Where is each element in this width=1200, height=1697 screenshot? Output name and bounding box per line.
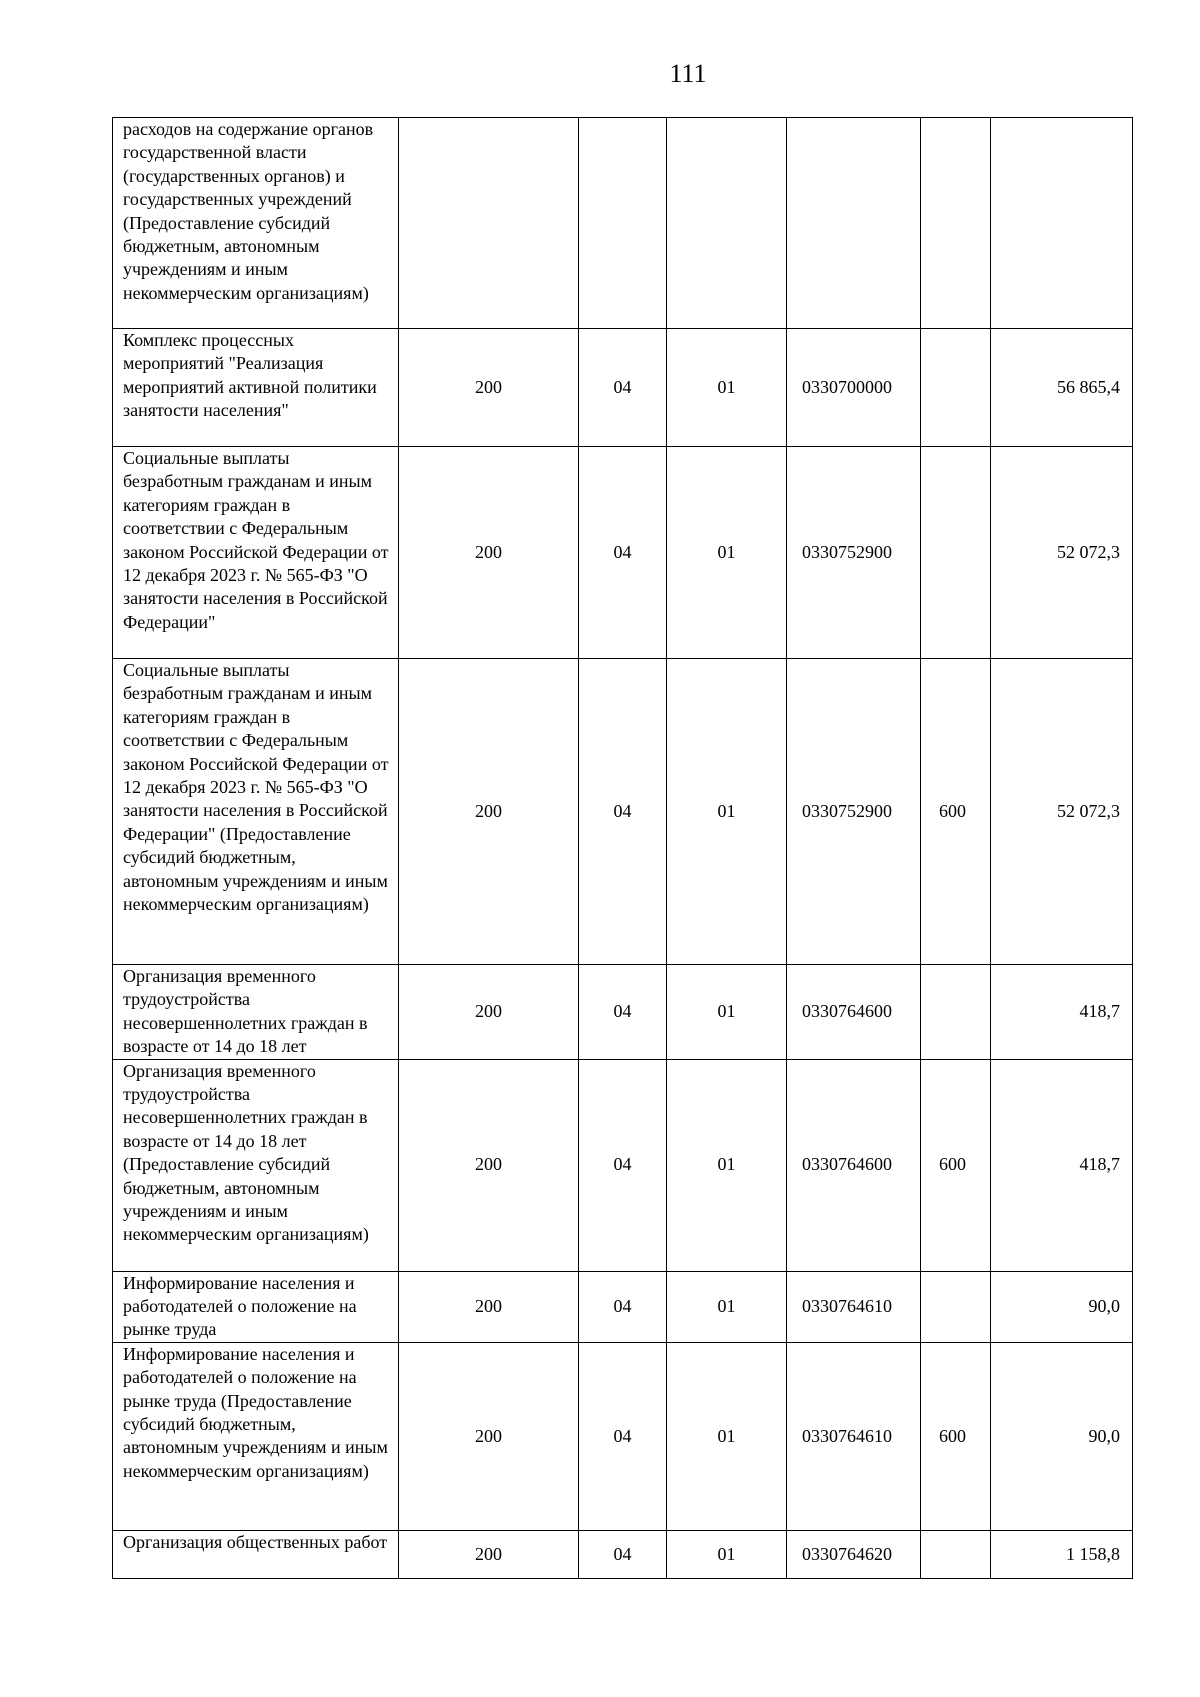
target-article-cell: 0330764620 [787,1530,921,1578]
table-row [113,447,1133,659]
expense-type-cell: 600 [921,1342,991,1530]
expense-type-cell [921,447,991,659]
section-code-cell: 04 [579,659,667,965]
row-name-cell: Организация временного трудоустройства несовершеннолетних граждан в возрасте от 14 до 18 лет (Предоставление субсидий бюджетным, автономным учреждениям и иным некоммерческим организациям) [113,1059,399,1271]
subsection-code-cell: 01 [667,1271,787,1342]
section-code-cell: 04 [579,1271,667,1342]
ministry-code-cell: 200 [399,1059,579,1271]
row-name-cell: Информирование населения и работодателей о положение на рынке труда (Предоставление субсидий бюджетным, автономным учреждениям и иным некоммерческим организациям) [113,1342,399,1530]
amount-cell: 1 158,8 [991,1530,1133,1578]
ministry-code-cell: 200 [399,1530,579,1578]
subsection-code-cell: 01 [667,329,787,447]
amount-cell: 418,7 [991,1059,1133,1271]
table-row [113,965,1133,1060]
target-article-cell: 0330752900 [787,659,921,965]
section-code-cell [579,118,667,329]
row-name-cell: Социальные выплаты безработным гражданам и иным категориям граждан в соответствии с Федеральным законом Российской Федерации от 12 декабря 2023 г. № 565-ФЗ "О занятости населения в Российской Федерации" (Предоставление субсидий бюджетным, автономным учреждениям и иным некоммерческим организациям) [113,659,399,965]
expense-type-cell: 600 [921,659,991,965]
amount-cell: 52 072,3 [991,447,1133,659]
expense-type-cell [921,329,991,447]
ministry-code-cell: 200 [399,659,579,965]
table-row [113,659,1133,965]
ministry-code-cell: 200 [399,447,579,659]
row-name-cell: Организация временного трудоустройства несовершеннолетних граждан в возрасте от 14 до 18 лет [113,965,399,1060]
ministry-code-cell [399,118,579,329]
target-article-cell: 0330700000 [787,329,921,447]
subsection-code-cell [667,118,787,329]
subsection-code-cell: 01 [667,447,787,659]
budget-table [112,117,1133,1579]
amount-cell: 90,0 [991,1271,1133,1342]
subsection-code-cell: 01 [667,1530,787,1578]
amount-cell: 90,0 [991,1342,1133,1530]
ministry-code-cell: 200 [399,1271,579,1342]
page-number: 111 [669,59,707,88]
row-name-cell: Комплекс процессных мероприятий "Реализация мероприятий активной политики занятости населения" [113,329,399,447]
expense-type-cell [921,1530,991,1578]
amount-cell: 418,7 [991,965,1133,1060]
section-code-cell: 04 [579,965,667,1060]
table-row [113,329,1133,447]
target-article-cell: 0330752900 [787,447,921,659]
subsection-code-cell: 01 [667,965,787,1060]
amount-cell: 56 865,4 [991,329,1133,447]
table-row [113,118,1133,329]
amount-cell [991,118,1133,329]
table-row [113,1530,1133,1578]
ministry-code-cell: 200 [399,329,579,447]
ministry-code-cell: 200 [399,1342,579,1530]
row-name-cell: Информирование населения и работодателей о положение на рынке труда [113,1271,399,1342]
target-article-cell: 0330764600 [787,1059,921,1271]
ministry-code-cell: 200 [399,965,579,1060]
table-row [113,1059,1133,1271]
row-name-cell: Социальные выплаты безработным гражданам и иным категориям граждан в соответствии с Федеральным законом Российской Федерации от 12 декабря 2023 г. № 565-ФЗ "О занятости населения в Российской Федерации" [113,447,399,659]
subsection-code-cell: 01 [667,659,787,965]
subsection-code-cell: 01 [667,1059,787,1271]
expense-type-cell [921,965,991,1060]
target-article-cell: 0330764610 [787,1271,921,1342]
subsection-code-cell: 01 [667,1342,787,1530]
section-code-cell: 04 [579,1530,667,1578]
section-code-cell: 04 [579,1342,667,1530]
table-row [113,1342,1133,1530]
amount-cell: 52 072,3 [991,659,1133,965]
section-code-cell: 04 [579,329,667,447]
expense-type-cell [921,1271,991,1342]
target-article-cell: 0330764600 [787,965,921,1060]
expense-type-cell: 600 [921,1059,991,1271]
target-article-cell: 0330764610 [787,1342,921,1530]
section-code-cell: 04 [579,1059,667,1271]
row-name-cell: Организация общественных работ [113,1530,399,1578]
table-row [113,1271,1133,1342]
section-code-cell: 04 [579,447,667,659]
expense-type-cell [921,118,991,329]
row-name-cell: расходов на содержание органов государственной власти (государственных органов) и государственных учреждений (Предоставление субсидий бюджетным, автономным учреждениям и иным некоммерческим организациям) [113,118,399,329]
target-article-cell [787,118,921,329]
